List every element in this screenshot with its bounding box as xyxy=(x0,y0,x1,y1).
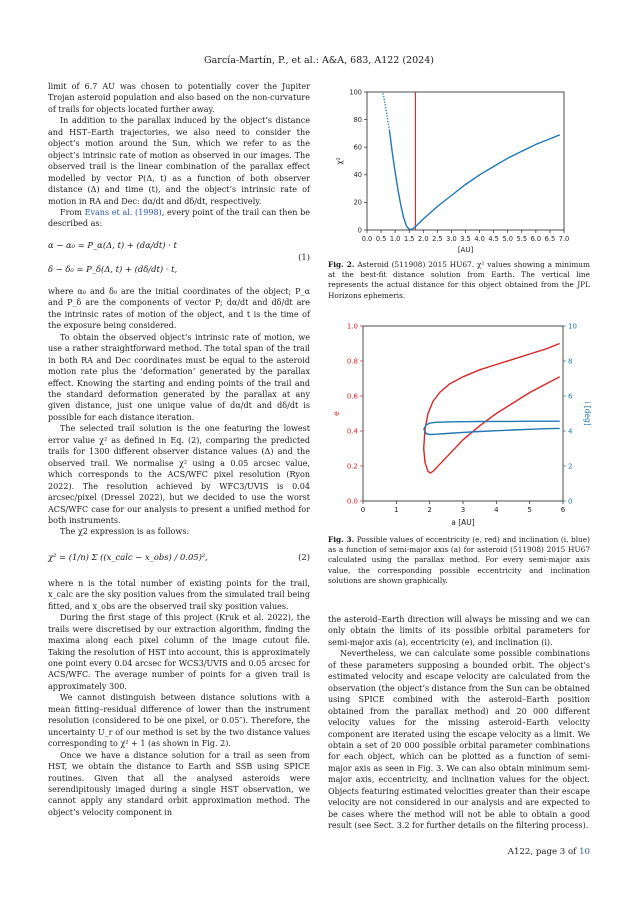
x-tick-label: 5.5 xyxy=(516,235,528,243)
y-right-tick-label: 2 xyxy=(568,462,573,471)
y-tick-label: 0.6 xyxy=(346,392,358,401)
right-column xyxy=(328,614,590,832)
x-tick-label: 1 xyxy=(394,506,399,514)
x-tick-label: 2 xyxy=(427,506,432,514)
y-tick-label: 100 xyxy=(349,88,362,97)
y-tick-label: 20 xyxy=(353,198,362,207)
y-axis-label: χ² xyxy=(335,157,344,165)
x-tick-label: 4.5 xyxy=(488,235,499,243)
paragraph: The χ2 expression is as follows: xyxy=(60,527,190,537)
figure-2-axes xyxy=(335,88,569,254)
x-tick-label: 0 xyxy=(360,506,366,514)
y-right-tick-label: 8 xyxy=(568,357,573,366)
x-tick-label: 1.5 xyxy=(403,235,415,243)
running-header: García-Martín, P., et al.: A&A, 683, A122 (2024) xyxy=(204,55,434,66)
x-tick-label: 4 xyxy=(494,506,499,514)
y-tick-label: 0.4 xyxy=(346,427,358,436)
page-footer: A122, page 3 of 10 xyxy=(507,847,590,857)
x-tick-label: 6.0 xyxy=(530,235,542,243)
x-tick-label: 5 xyxy=(527,506,532,514)
paragraph: where n is the total number of existing points for the trail, x_calc are the sky position values from the simulated trail being fitted, and x_obs are the observed trail sky position values. xyxy=(48,578,310,611)
x-axis-label: [AU] xyxy=(457,246,474,254)
y-right-tick-label: 6 xyxy=(568,392,573,401)
equation-2 xyxy=(48,540,310,576)
x-tick-label: 4.0 xyxy=(474,235,485,243)
x-tick-label: 5.0 xyxy=(502,235,513,243)
y-tick-label: 60 xyxy=(353,143,362,152)
y-tick-label: 1.0 xyxy=(346,322,358,331)
y-tick-label: 0 xyxy=(357,226,362,235)
x-tick-label: 7.0 xyxy=(558,235,570,243)
paragraph: In addition to the parallax induced by the object’s distance and HST–Earth trajectories, we also need to consider the object’s motion around the Sun, which we refer to as the object’s intrinsic rate of motion as observed in our images. The observed trail is the linear combination of the parallax effect modelled by vector P(Δ, t) as a function of both observer distance (Δ) and time (t), and the object’s intrinsic rate of motion in RA and Dec: dα/dt and dδ/dt, respectively. xyxy=(48,116,310,206)
x-tick-label: 3 xyxy=(460,506,466,514)
figure-3-axes xyxy=(332,322,592,527)
paragraph: During the first stage of this project (Kruk et al. 2022), the trails were discretised by our extraction algorithm, finding the maxima along each pixel column of the image cutout file. Taking the resolution of HST into account, this is approximately one point every 0.04 arcsec for WCS3/UVIS and 0.05 arcsec for ACS/WFC. The average number of points for a given trail is approximately 300. xyxy=(48,613,310,691)
y-right-tick-label: 0 xyxy=(568,497,573,506)
figure-2-chi2-plot xyxy=(330,84,592,254)
y-right-axis-label: i [deg] xyxy=(583,401,592,426)
y-tick-label: 80 xyxy=(353,115,362,124)
x-axis-label: a [AU] xyxy=(451,518,475,527)
chi2-dotted-series xyxy=(383,91,390,131)
figure-3-orbit-plot xyxy=(330,318,592,530)
y-axis-label: e xyxy=(332,411,341,416)
paragraph: We cannot distinguish between distance solutions with a mean fitting–residual difference of lower than the instrument resolution (considered to be one pixel, or 0.05″). Therefore, the uncertainty U_r of our method is set by the two distance values corresponding to χ² + 1 (as shown in Fig. 2). xyxy=(48,693,310,749)
e-upper-series xyxy=(424,344,560,449)
y-right-tick-label: 10 xyxy=(568,322,577,331)
plot-frame xyxy=(367,92,564,230)
equation-1 xyxy=(48,234,310,284)
left-column xyxy=(48,81,310,818)
paragraph: limit of 6.7 AU was chosen to potentially cover the Jupiter Trojan asteroid population and also based on the non-curvature of trails for objects located further away. xyxy=(48,82,310,114)
citation-link[interactable]: Evans et al. (1998) xyxy=(84,207,162,217)
figure-2-caption: Fig. 2. Asteroid (511908) 2015 HU67. χ² values showing a minimum at the best-fit distance solution from Earth. The vertical line represents the actual distance for this object obtained from the JPL Horizons ephemeris. xyxy=(328,260,590,300)
y-right-tick-label: 4 xyxy=(568,427,573,436)
equation-1-line-2: δ − δ₀ = P_δ(Δ, t) + (dδ/dt) · t, xyxy=(48,263,178,274)
x-tick-label: 0.0 xyxy=(361,235,373,243)
paragraph: To obtain the observed object’s intrinsic rate of motion, we use a rather straightforward method. The total span of the trail in both RA and Dec coordinates must be equal to the asteroid motion rate plus the ‘deformation’ generated by the parallax effect. Knowing the starting and ending points of the trail and the standard deformation generated by the parallax at any given distance, just one unique value of dα/dt and dδ/dt is possible for each distance iteration. xyxy=(48,332,310,422)
e-lower-series xyxy=(424,377,560,473)
equation-2-body: χ² = (1/n) Σ ((x_calc − x_obs) / 0.05)², xyxy=(48,551,208,562)
x-tick-label: 0.5 xyxy=(375,235,387,243)
equation-number: (1) xyxy=(298,251,310,262)
i-lower-series xyxy=(424,428,560,434)
i-upper-series xyxy=(424,421,560,429)
x-tick-label: 6.5 xyxy=(544,235,556,243)
x-tick-label: 6 xyxy=(560,506,566,514)
x-tick-label: 3.5 xyxy=(460,235,471,243)
y-tick-label: 40 xyxy=(353,171,362,180)
paragraph: From Evans et al. (1998), every point of the trail can then be described as: xyxy=(48,207,310,229)
paragraph: Once we have a distance solution for a trail as seen from HST, we obtain the distance to Earth and SSB using SPICE routines. Given that all the analysed asteroids were serendipitously imaged during a single HST observation, we cannot apply any standard orbit approximation method. The object’s velocity component in xyxy=(48,750,310,817)
y-tick-label: 0.8 xyxy=(346,357,358,366)
paragraph: Nevertheless, we can calculate some possible combinations of these parameters supposing a bounded orbit. The object’s estimated velocity and escape velocity are calculated from the observation (the object’s distance from the Sun can be obtained using SPICE combined with the asteroid–Earth position obtained from the parallax method) and 20 000 different velocity values for the missing asteroid–Earth velocity component are iterated using the escape velocity as a limit. We obtain a set of 20 000 possible orbital parameter combinations for each object, which can be plotted as a function of semi-major axis as seen in Fig. 3. We can also obtain minimum semi-major axis, eccentricity, and inclination values for the object. Objects featuring estimated velocities greater than their escape velocity are not considered in our analysis and are expected to be cases where the method will not be able to obtain a good result (see Sect. 3.2 for further details on the filtering process). xyxy=(328,649,590,831)
y-tick-label: 0.0 xyxy=(346,497,358,506)
x-tick-label: 3.0 xyxy=(446,235,457,243)
equation-1-line-1: α − α₀ = P_α(Δ, t) + (dα/dt) · t xyxy=(48,239,177,250)
total-pages-link[interactable]: 10 xyxy=(579,847,590,857)
figure-3-caption: Fig. 3. Possible values of eccentricity (e, red) and inclination (i, blue) as a function of semi-major axis (a) for asteroid (511908) 2015 HU67 calculated using the parallax method. For every semi-major axis value, the corresponding possible eccentricity and inclination solutions are shown graphically. xyxy=(328,535,590,585)
x-tick-label: 1.0 xyxy=(389,235,401,243)
x-tick-label: 2.5 xyxy=(432,235,443,243)
equation-number: (2) xyxy=(298,551,310,562)
paragraph: the asteroid–Earth direction will always be missing and we can only obtain the limits of its possible orbital parameters for semi-major axis (a), eccentricity (e), and inclination (i). xyxy=(328,615,590,647)
y-tick-label: 0.2 xyxy=(346,462,358,471)
x-tick-label: 2.0 xyxy=(418,235,429,243)
paragraph: The selected trail solution is the one featuring the lowest error value χ² as defined in Eq. (2), comparing the predicted trails for 1300 different observer distance values (Δ) and the observed trail. We normalise χ² using a 0.05 arcsec value, which corresponds to the ACS/WFC pixel resolution (Ryon 2022). The resolution achieved by WFC3/UVIS is 0.04 arcsec/pixel (Dressel 2022), but we decided to use the worst ACS/WFC case for our analysis to present a unified method for both instruments. xyxy=(48,424,310,525)
paragraph: where α₀ and δ₀ are the initial coordinates of the object; P_α and P_δ are the components of vector P; dα/dt and dδ/dt are the intrinsic rates of motion of the object, and t is the time of the exposure being considered. xyxy=(48,286,310,331)
